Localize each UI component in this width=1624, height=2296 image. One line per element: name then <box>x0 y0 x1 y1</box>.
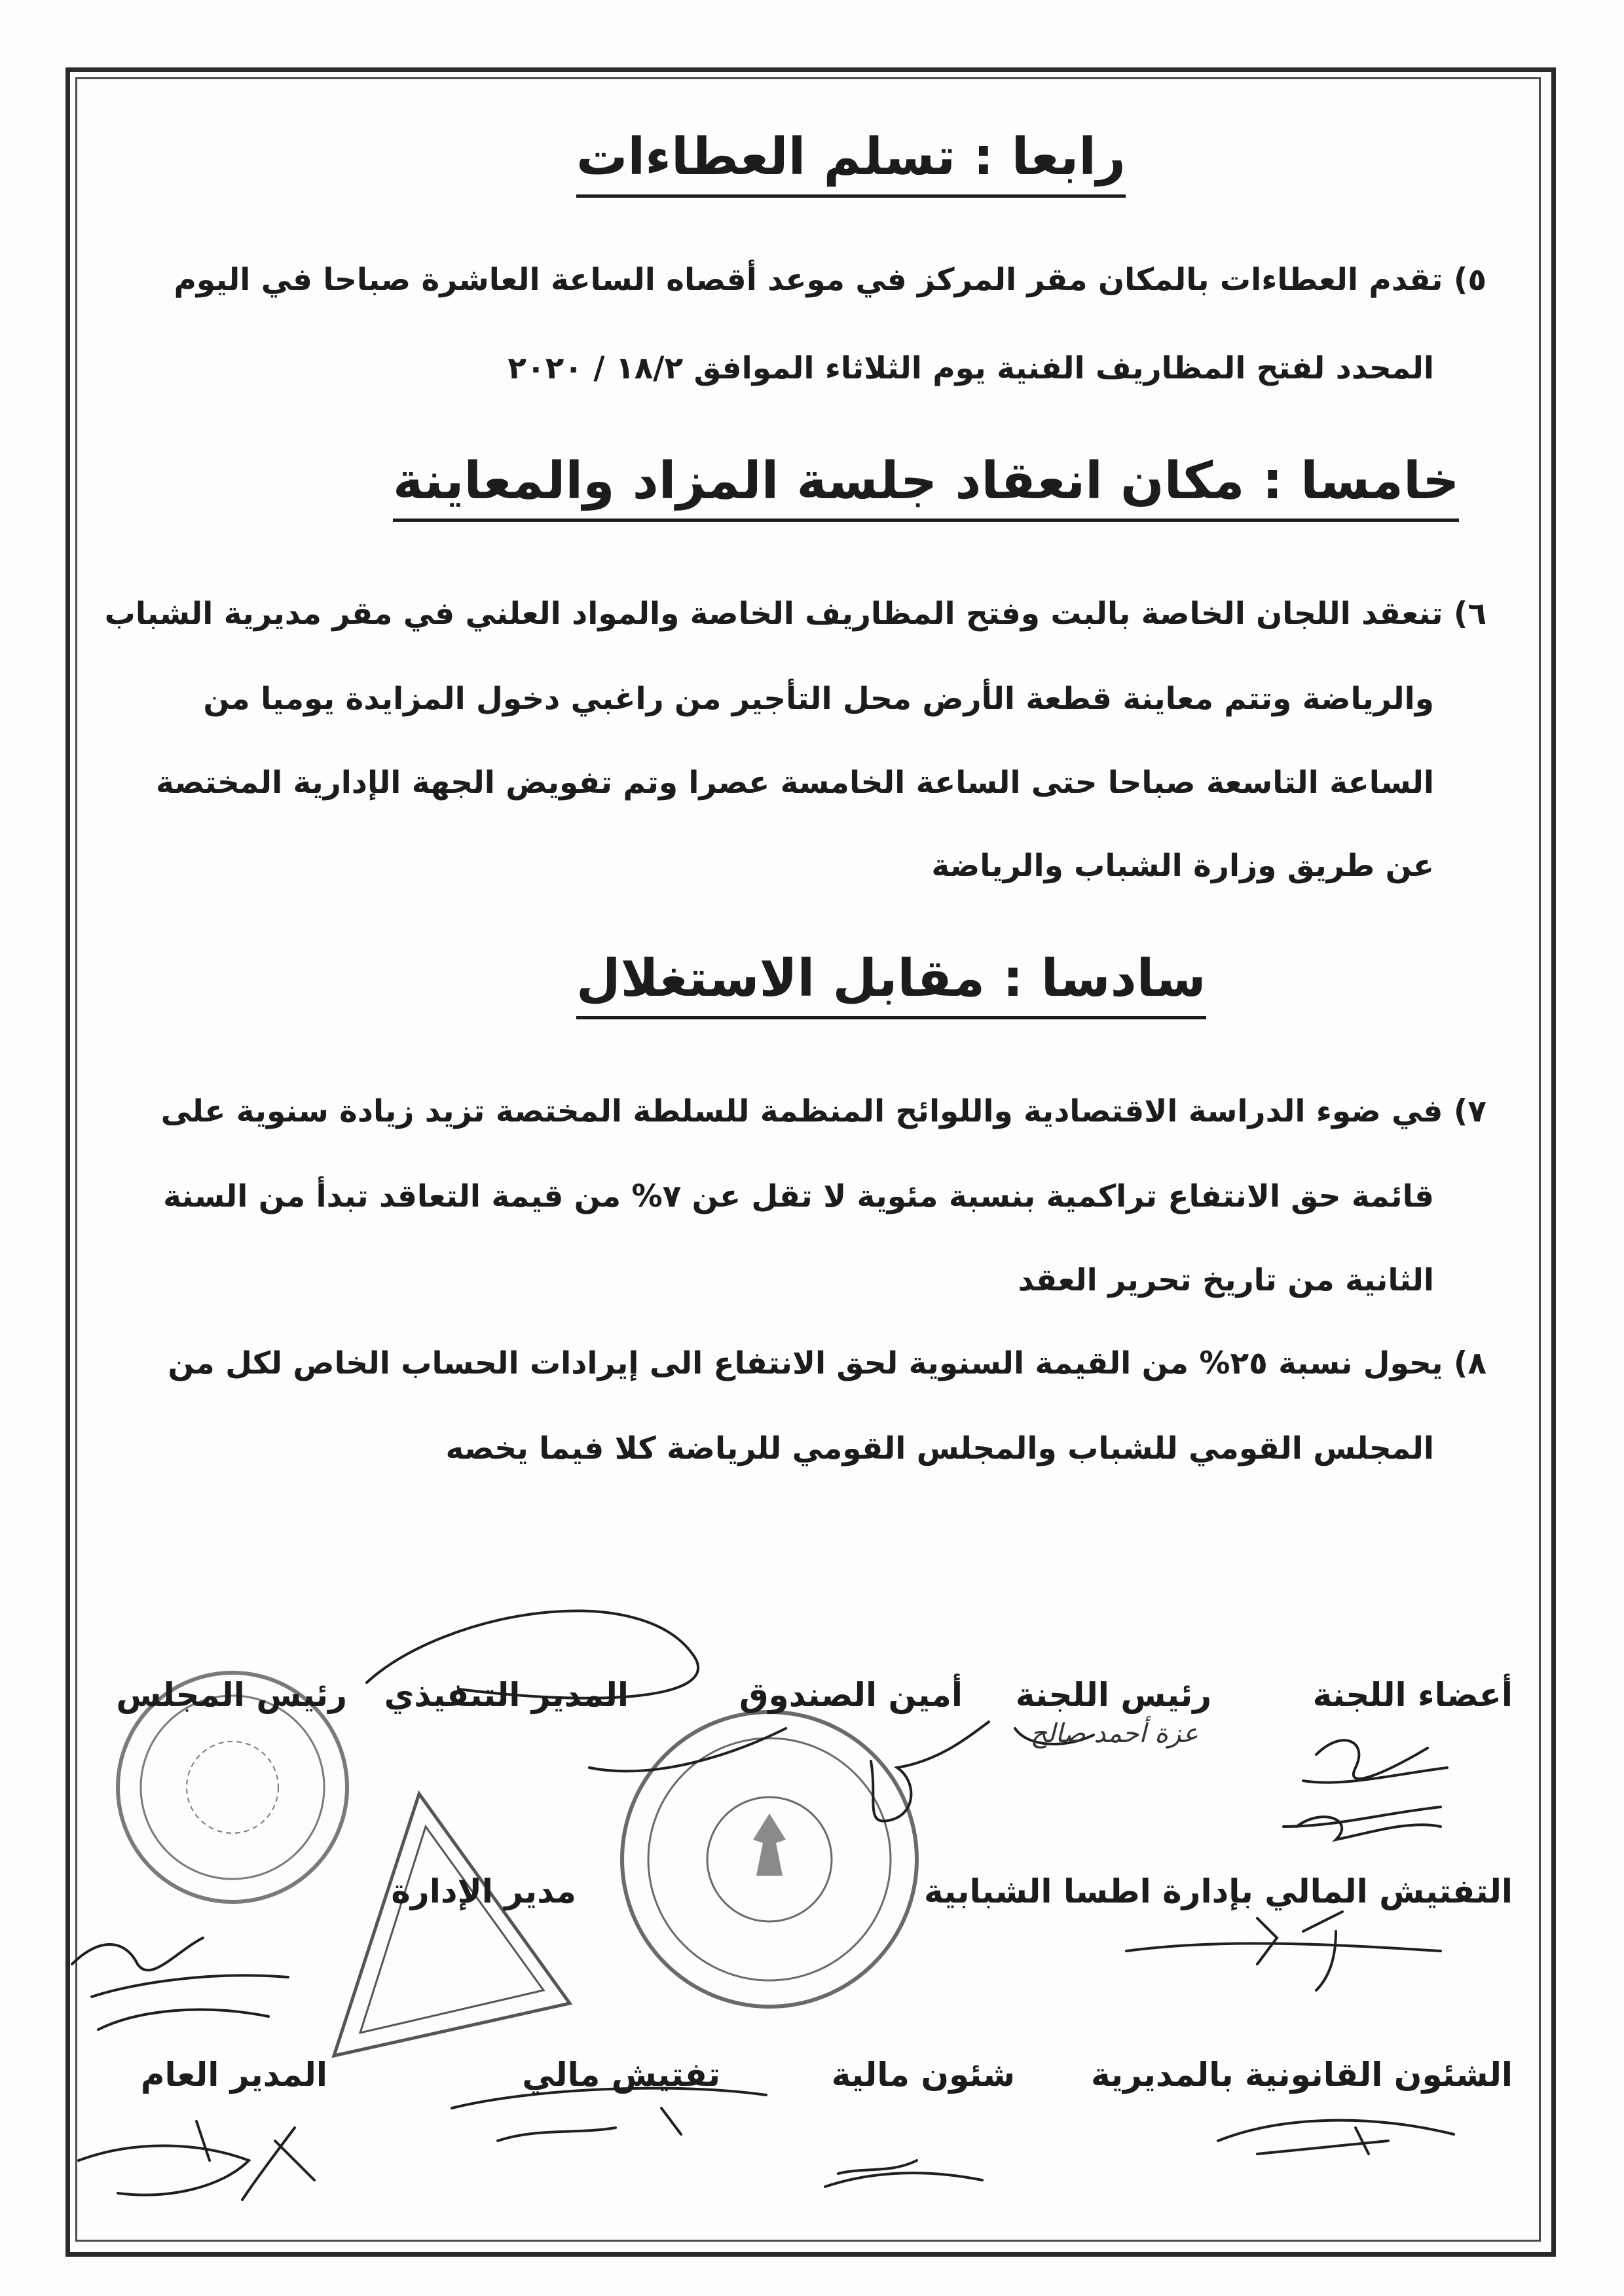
label-fund-secretary: أمين الصندوق <box>739 1676 963 1714</box>
label-general-director: المدير العام <box>140 2056 327 2094</box>
item-6-line-3: الساعة التاسعة صباحا حتى الساعة الخامسة عصرا وتم تفويض الجهة الإدارية المختصة <box>156 765 1434 801</box>
signature-council-head <box>72 1938 288 2030</box>
signature-financial-inspection-short <box>452 2088 766 2141</box>
signature-general-director <box>79 2121 314 2200</box>
item-8-line-2: المجلس القومي للشباب والمجلس القومي للرياضة كلا فيما يخصه <box>445 1430 1434 1467</box>
signature-financial-affairs <box>825 2160 982 2187</box>
label-legal-affairs: الشئون القانونية بالمديرية <box>1090 2056 1513 2094</box>
label-council-head: رئيس المجلس <box>116 1676 347 1714</box>
label-admin-director: مدير الإدارة <box>391 1872 576 1910</box>
label-executive-director: المدير التنفيذي <box>384 1676 629 1714</box>
signature-financial-inspection <box>1126 1912 1441 1990</box>
item-6-line-2: والرياضة وتتم معاينة قطعة الأرض محل التأجير من راغبي دخول المزايدة يوميا من <box>203 681 1434 717</box>
label-committee-head: رئيس اللجنة <box>1015 1676 1211 1714</box>
label-financial-inspection-short: تفتيش مالي <box>522 2056 720 2094</box>
signature-committee-members-2 <box>1283 1807 1441 1840</box>
item-5-line-1: ٥) تقدم العطاءات بالمكان مقر المركز في موعد أقصاه الساعة العاشرة صباحا في اليوم <box>174 262 1486 298</box>
label-committee-members: أعضاء اللجنة <box>1312 1676 1513 1714</box>
label-financial-affairs: شئون مالية <box>831 2056 1015 2094</box>
signature-fund-secretary <box>871 1722 989 1821</box>
item-6-line-1: ٦) تنعقد اللجان الخاصة بالبت وفتح المظاريف الخاصة والمواد العلني في مقر مديرية الشباب <box>104 596 1486 632</box>
signature-committee-members-1 <box>1303 1740 1447 1783</box>
item-7-line-2: قائمة حق الانتفاع تراكمية بنسبة مئوية لا تقل عن ٧% من قيمة التعاقد تبدأ من السنة <box>163 1178 1434 1214</box>
item-8-line-1: ٨) يحول نسبة ٢٥% من القيمة السنوية لحق الانتفاع الى إيرادات الحساب الخاص لكل من <box>168 1345 1486 1381</box>
item-7-line-1: ٧) في ضوء الدراسة الاقتصادية واللوائح المنظمة للسلطة المختصة تزيد زيادة سنوية على <box>160 1093 1486 1129</box>
section-heading-sixth-text: سادسا : مقابل الاستغلال <box>576 949 1206 1019</box>
item-7-line-3: الثانية من تاريخ تحرير العقد <box>1018 1262 1434 1298</box>
committee-head-name: عزة أحمد صالح <box>1030 1719 1198 1749</box>
item-5-line-2: المحدد لفتح المظاريف الفنية يوم الثلاثاء الموافق ١٨/٢ / ٢٠٢٠ <box>507 350 1434 386</box>
section-heading-fifth-text: خامسا : مكان انعقاد جلسة المزاد والمعاينة <box>393 452 1459 522</box>
item-6-line-4: عن طريق وزارة الشباب والرياضة <box>931 848 1434 884</box>
section-heading-fourth-text: رابعا : تسلم العطاءات <box>576 128 1126 198</box>
signature-legal-affairs <box>1218 2121 1454 2154</box>
label-financial-inspection: التفتيش المالي بإدارة اطسا الشبابية <box>923 1872 1513 1910</box>
